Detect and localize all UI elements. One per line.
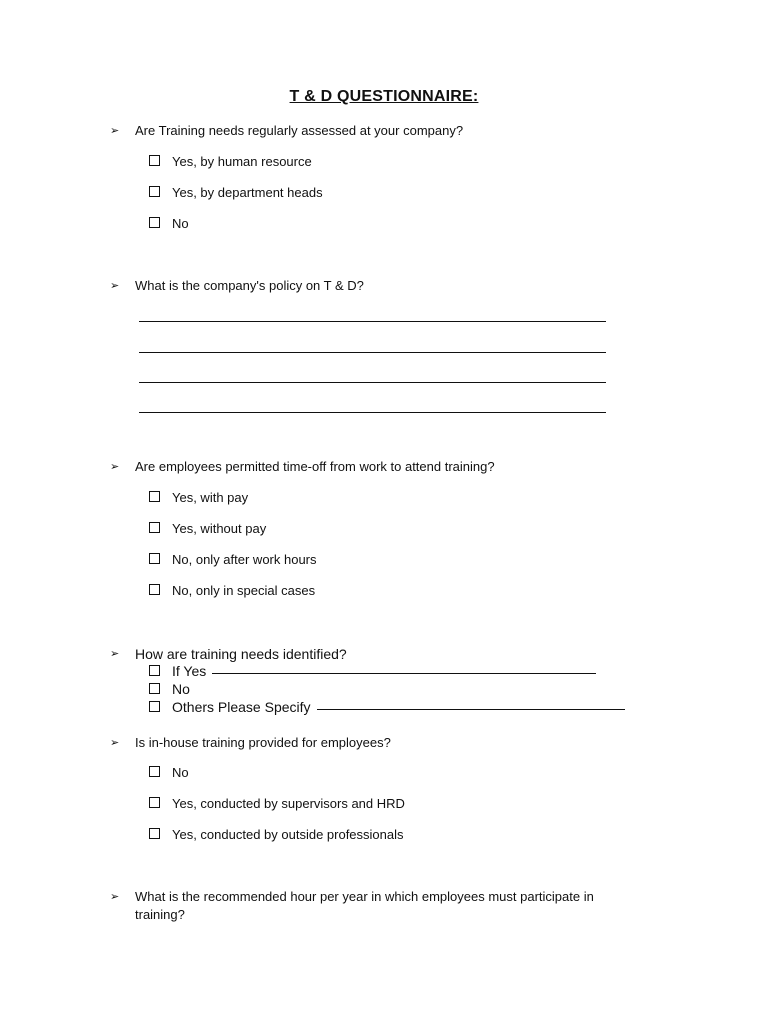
option-label: Yes, by human resource	[172, 154, 312, 169]
option-after-work-hours[interactable]	[149, 552, 317, 568]
question-text: What is the company's policy on T & D?	[135, 278, 364, 293]
answer-line[interactable]	[139, 412, 606, 413]
question-text: How are training needs identified?	[135, 646, 347, 662]
question-needs-identified	[110, 645, 670, 663]
answer-line[interactable]	[139, 321, 606, 322]
checkbox[interactable]	[149, 522, 160, 533]
option-others-specify[interactable]	[149, 699, 625, 715]
arrow-bullet-icon: ➢	[110, 648, 120, 660]
option-label: No	[172, 681, 190, 697]
option-label: Others Please Specify	[172, 699, 311, 715]
answer-line[interactable]	[139, 352, 606, 353]
option-label: No	[172, 765, 189, 780]
checkbox[interactable]	[149, 584, 160, 595]
option-label: Yes, with pay	[172, 490, 249, 505]
question-in-house-training	[110, 734, 670, 752]
checkbox[interactable]	[149, 665, 160, 676]
option-label: No, only in special cases	[172, 583, 316, 598]
option-special-cases[interactable]	[149, 583, 315, 599]
option-no[interactable]	[149, 765, 189, 781]
question-training-assessed	[110, 122, 670, 140]
checkbox[interactable]	[149, 186, 160, 197]
option-label: If Yes	[172, 663, 207, 679]
checkbox[interactable]	[149, 155, 160, 166]
option-label: No, only after work hours	[172, 552, 317, 567]
arrow-bullet-icon: ➢	[110, 891, 120, 903]
answer-line[interactable]	[139, 382, 606, 383]
option-yes-with-pay[interactable]	[149, 490, 248, 506]
others-fill-line[interactable]	[317, 709, 625, 710]
checkbox[interactable]	[149, 491, 160, 502]
arrow-bullet-icon: ➢	[110, 280, 120, 292]
option-label: Yes, conducted by outside professionals	[172, 827, 404, 842]
option-supervisors-hrd[interactable]	[149, 796, 405, 812]
option-yes-dept-heads[interactable]	[149, 185, 323, 201]
checkbox[interactable]	[149, 797, 160, 808]
option-outside-professionals[interactable]	[149, 827, 404, 843]
option-no[interactable]	[149, 681, 190, 697]
question-recommended-hours	[110, 888, 640, 924]
option-if-yes[interactable]	[149, 663, 596, 679]
question-time-off	[110, 458, 670, 476]
checkbox[interactable]	[149, 766, 160, 777]
if-yes-fill-line[interactable]	[212, 673, 596, 674]
checkbox[interactable]	[149, 701, 160, 712]
question-text: What is the recommended hour per year in which employees must participate in training?	[135, 889, 594, 922]
option-label: No	[172, 216, 189, 231]
page-title: T & D QUESTIONNAIRE:	[289, 88, 479, 105]
option-yes-hr[interactable]	[149, 154, 312, 170]
checkbox[interactable]	[149, 683, 160, 694]
question-text: Is in-house training provided for employees?	[135, 735, 391, 750]
option-label: Yes, without pay	[172, 521, 267, 536]
option-yes-without-pay[interactable]	[149, 521, 266, 537]
question-policy	[110, 277, 670, 295]
option-label: Yes, conducted by supervisors and HRD	[172, 796, 405, 811]
checkbox[interactable]	[149, 217, 160, 228]
checkbox[interactable]	[149, 828, 160, 839]
arrow-bullet-icon: ➢	[110, 737, 120, 749]
arrow-bullet-icon: ➢	[110, 461, 120, 473]
option-label: Yes, by department heads	[172, 185, 323, 200]
checkbox[interactable]	[149, 553, 160, 564]
arrow-bullet-icon: ➢	[110, 125, 120, 137]
option-no[interactable]	[149, 216, 189, 232]
question-text: Are employees permitted time-off from work to attend training?	[135, 459, 495, 474]
question-text: Are Training needs regularly assessed at your company?	[135, 123, 464, 138]
